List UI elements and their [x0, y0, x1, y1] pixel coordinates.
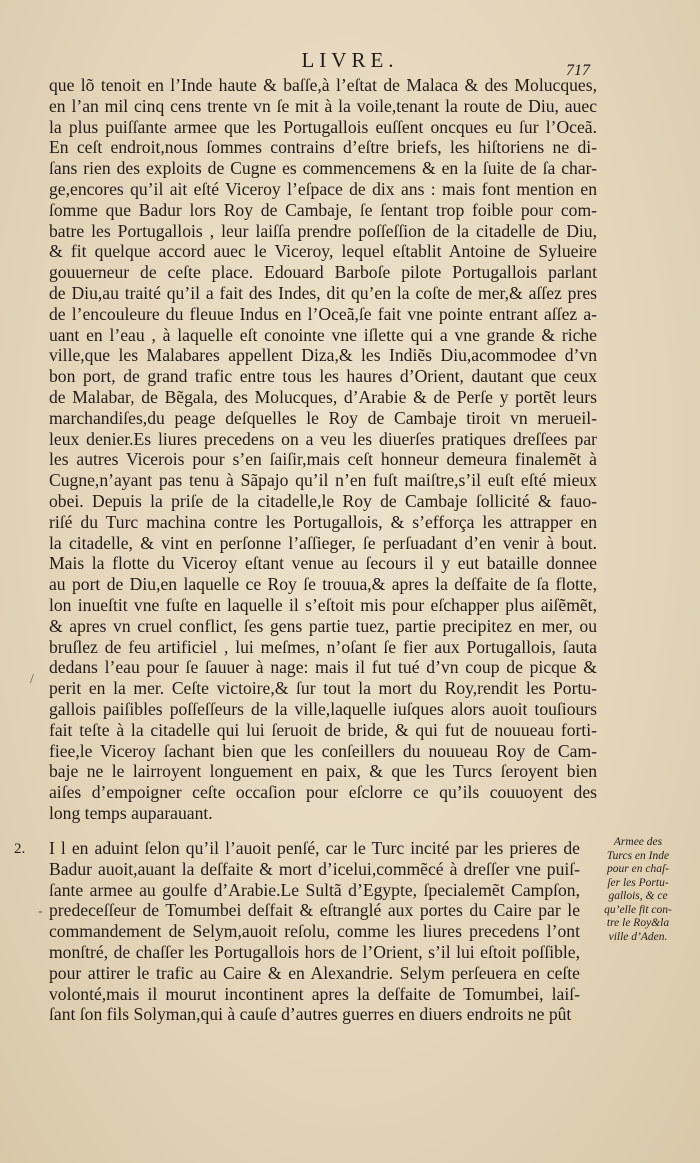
ink-mark: /: [30, 672, 34, 687]
margin-note-line: ſer les Portu-: [607, 876, 669, 889]
text-line: pour attirer le trafic au Caire & en Alexandrie. Selym perſeuera en ceſte: [49, 962, 580, 983]
text-line: gouuerneur de ceſte place. Edouard Barboſe pilote Portugallois parlant: [49, 262, 597, 283]
text-line: dedans l’eau pour ſe ſauuer à nage: mais il fut tué d’vn coup de picque &: [49, 657, 597, 678]
text-line: Badur auoit,auant la deſfaite & mort d’icelui,commẽcé à dreſſer vne puiſ-: [49, 858, 580, 879]
text-line: marchandiſes,du peage deſquelles le Roy de Cambaje tiroit vn merueil-: [49, 407, 597, 428]
text-line: batre les Portugallois , leur laiſſa prendre poſſeſſion de la citadelle de Diu,: [49, 220, 597, 241]
text-line: Cugne,n’ayant pas tenu à Sãpajo qu’il n’en fuſt maiſtre,s’il euſt eſté mieux: [49, 470, 597, 491]
text-line: bon port, de grand trafic entre tous les haures d’Orient, dautant que ceux: [49, 366, 597, 387]
text-line: riſé du Turc machina contre les Portugallois, & s’efforça les attrapper en: [49, 511, 597, 532]
margin-note: [583, 836, 693, 944]
text-line: que lõ tenoit en l’Inde haute & baſſe,à l’eſtat de Malaca & des Molucques,: [49, 75, 597, 95]
text-line: baje ne le lairroyent longuement en paix, & que les Turcs ſeroyent bien: [49, 761, 597, 782]
text-line: leux denier.Es liures precedens on a veu les diuerſes pratiques dreſſees par: [49, 428, 597, 449]
margin-note-line: Armee des: [613, 836, 663, 848]
text-line: I l en aduint ſelon qu’il l’auoit penſé, car le Turc incité par les prieres de: [49, 838, 580, 858]
margin-note-line: pour en chaſ-: [607, 863, 669, 875]
paragraph-1: [49, 75, 597, 824]
text-line: & fit quelque accord auec le Viceroy, lequel eſtablit Antoine de Sylueire: [49, 241, 597, 262]
text-line: fait teſte à la citadelle qui lui ſeruoit de bride, & qui fut de nouueau forti-: [49, 719, 597, 740]
margin-note-line: Turcs en Inde: [606, 849, 670, 862]
text-line: ville,que les Malabares appellent Diza,& les Indiẽs Diu,acommodee d’vn: [49, 345, 597, 366]
text-line: de Malabar, de Bẽgala, des Molucques, d’Arabie & de Perſe y portẽt leurs: [49, 386, 597, 407]
text-line: fiee,le Viceroy ſachant bien que les conſeillers du nouueau Roy de Cam-: [49, 740, 597, 761]
folio-number: 717: [566, 62, 590, 79]
running-title: LIVRE.: [301, 48, 399, 72]
text-line: Mais la flotte du Viceroy eſtant venue au ſecours il y eut bataille donnee: [49, 553, 597, 574]
text-line: gallois paiſibles poſſeſſeurs de la ville,laquelle iuſques alors auoit touſiours: [49, 698, 597, 719]
text-line: ge,encores qu’il ait eſté Viceroy l’eſpace de dix ans : mais font mention en: [49, 178, 597, 199]
text-line: perit en la mer. Ceſte victoire,& ſur tout la mort du Roy,rendit les Portu-: [49, 678, 597, 699]
paragraph-2: [49, 838, 580, 1025]
margin-note-line: qu’elle fit con-: [604, 903, 672, 916]
text-line: de Diu,au traité qu’il a fait des Indes, dit qu’en la coſte de mer,& aſſez pres: [49, 282, 597, 303]
text-line: ſante armee au goulfe d’Arabie.Le Sultã d’Egypte, ſpecialemẽt Campſon,: [49, 879, 580, 900]
text-line: la plus puiſſante armee que les Portugallois euſſent oncques eu ſur l’Oceã.: [49, 116, 597, 137]
ink-mark: -: [38, 904, 43, 919]
text-line: monſtré, de chaſſer les Portugallois hors de l’Orient, s’il lui eſtoit poſſible,: [49, 941, 580, 962]
margin-note-line: tre le Roy&la: [606, 917, 670, 929]
margin-note-line: ville d’Aden.: [608, 930, 668, 943]
text-line: lon inueſtit vne fuſte en laquelle il s’eſtoit mis pour eſchapper plus aiſẽmẽt,: [49, 594, 597, 615]
text-line: en l’an mil cinq cens trente vn ſe mit à la voile,tenant la route de Diu, auec: [49, 95, 597, 116]
text-line: de l’encouleure du fleuue Indus en l’Oceã,ſe fait vne pointe entrant aſſez a-: [49, 303, 597, 324]
text-line: la citadelle, & vint en perſonne l’aſſieger, ſe perſuadant d’en venir à bout.: [49, 532, 597, 553]
text-line: obei. Depuis la priſe de la citadelle,le Roy de Cambaje ſollicité & fauo-: [49, 490, 597, 511]
text-line: bruſlez de feu artificiel , lui meſmes, n’oſant ſe fier aux Portugallois, ſauta: [49, 636, 597, 657]
paragraph-number: 2.: [14, 841, 26, 857]
text-line: volonté,mais il mourut incontinent apres la deſfaite de Tomumbei, laiſ-: [49, 983, 580, 1004]
text-line: & apres vn cruel conflict, ſes gens partie tuez, partie precipitez en mer, ou: [49, 615, 597, 636]
margin-note-line: gallois, & ce: [608, 890, 668, 902]
text-line: En ceſt endroit,nous ſommes contrains d’eſtre briefs, les hiſtoriens ne di-: [49, 137, 597, 158]
text-line: commandement de Selym,auoit reſolu, comme les liures precedens l’ont: [49, 921, 580, 942]
text-line: au port de Diu,en laquelle ce Roy ſe trouua,& apres la deſfaite de ſa flotte,: [49, 574, 597, 595]
text-line: ſant ſon fils Solyman,qui à cauſe d’autres guerres en diuers endroits ne pût: [49, 1004, 572, 1025]
text-line: long temps auparauant.: [49, 802, 213, 823]
text-line: les autres Vicerois pour s’en ſaiſir,mais ceſt honneur demeura finalemẽt à: [49, 449, 597, 470]
text-line: ſans rien des exploits de Cugne es commencemens & en la ſuite de ſa char-: [49, 158, 597, 179]
text-line: ſomme que Badur lors Roy de Cambaje, ſe ſentant trop foible pour com-: [49, 199, 597, 220]
text-line: uant en l’eau , à laquelle eſt conointe vne iſlette qui a vne grande & riche: [49, 324, 597, 345]
text-line: aiſes d’empoigner ceſte occaſion pour eſclorre ce qu’ils couuoyent des: [49, 782, 597, 803]
text-line: predeceſſeur de Tomumbei deſfait & eſtranglé aux portes du Caire par le: [49, 900, 580, 921]
